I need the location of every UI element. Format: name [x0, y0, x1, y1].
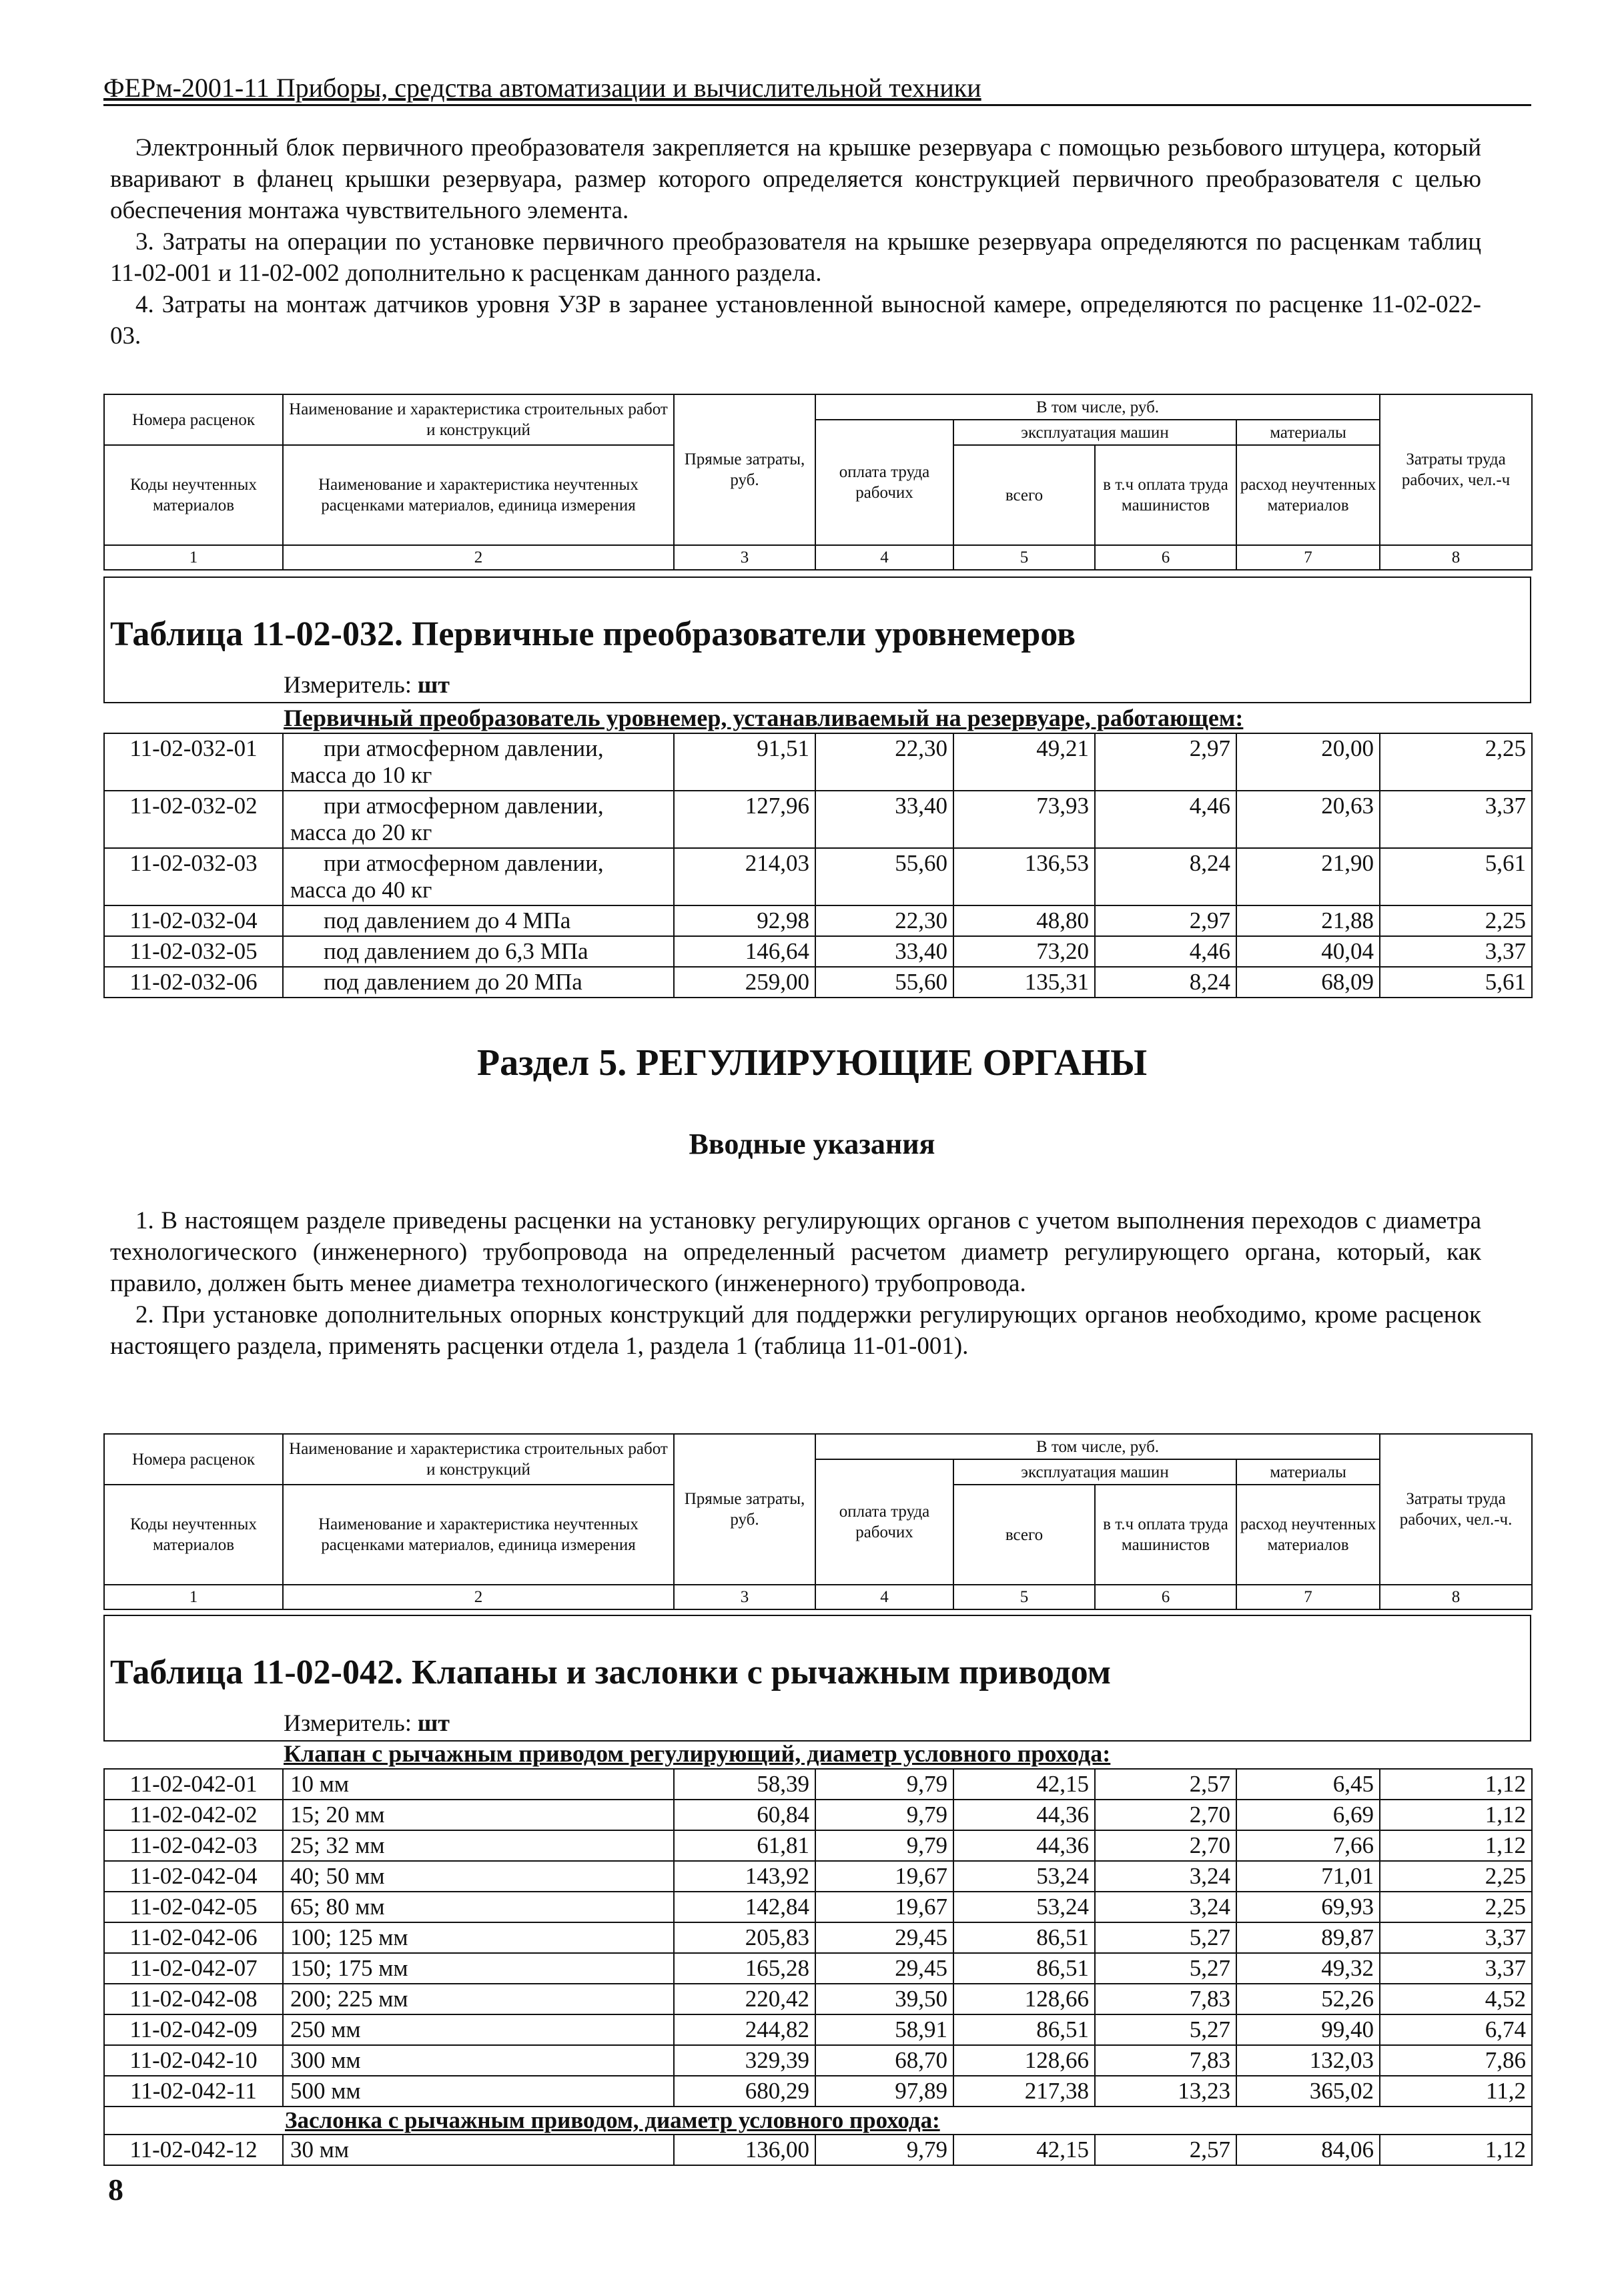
- value-cell: 1,12: [1380, 1800, 1532, 1830]
- value-cell: 73,20: [953, 936, 1095, 967]
- rate-description: 150; 175 мм: [283, 1953, 674, 1984]
- value-cell: 142,84: [674, 1892, 815, 1922]
- rate-code: 11-02-032-06: [104, 967, 283, 998]
- rate-description-line: при атмосферном давлении,: [324, 793, 604, 819]
- header-machines-total: всего: [953, 1485, 1095, 1585]
- header-unaccounted-materials: расход неучтенных материалов: [1236, 1485, 1380, 1585]
- table-row: [104, 1892, 1532, 1922]
- intro-paragraph: 4. Затраты на монтаж датчиков уровня УЗР в заранее установленной выносной камере, определяются по расценке 11-02-022-03.: [110, 291, 1481, 350]
- header-machines: эксплуатация машин: [953, 420, 1236, 445]
- table-row: [104, 1830, 1532, 1861]
- header-machinists-pay: в т.ч оплата труда машинистов: [1095, 445, 1236, 545]
- value-cell: 49,32: [1236, 1953, 1380, 1984]
- value-cell: 2,57: [1095, 1769, 1236, 1800]
- value-cell: 91,51: [674, 733, 815, 791]
- rate-description: [283, 848, 674, 905]
- value-cell: 86,51: [953, 2014, 1095, 2045]
- header-direct-costs: Прямые затраты, руб.: [674, 394, 815, 545]
- value-cell: 22,30: [815, 733, 953, 791]
- value-cell: 1,12: [1380, 2135, 1532, 2165]
- header-material-name: Наименование и характеристика неучтенных расценками материалов, единица измерения: [283, 445, 674, 545]
- table-row: [104, 1800, 1532, 1830]
- table-row: [104, 2045, 1532, 2076]
- value-cell: 68,09: [1236, 967, 1380, 998]
- rate-code: 11-02-042-01: [104, 1769, 283, 1800]
- value-cell: 680,29: [674, 2076, 815, 2107]
- value-cell: 19,67: [815, 1892, 953, 1922]
- value-cell: 73,93: [953, 791, 1095, 848]
- value-cell: 2,25: [1380, 1892, 1532, 1922]
- value-cell: 143,92: [674, 1861, 815, 1892]
- value-cell: 61,81: [674, 1830, 815, 1861]
- table1-data: [103, 733, 1533, 998]
- column-number: 5: [953, 1585, 1095, 1609]
- value-cell: 135,31: [953, 967, 1095, 998]
- table-row: [104, 967, 1532, 998]
- rate-code: 11-02-042-06: [104, 1922, 283, 1953]
- rate-code: 11-02-042-04: [104, 1861, 283, 1892]
- table-row: [104, 1922, 1532, 1953]
- value-cell: 60,84: [674, 1800, 815, 1830]
- intro-text: [110, 132, 1481, 352]
- value-cell: 69,93: [1236, 1892, 1380, 1922]
- value-cell: 329,39: [674, 2045, 815, 2076]
- section-paragraph: 2. При установке дополнительных опорных конструкций для поддержки регулирующих органов необходимо, кроме расценок настоящего раздела, применять расценки отдела 1, раздела 1 (таблица 11-01-001).: [110, 1301, 1481, 1360]
- table-row: [104, 848, 1532, 905]
- rate-code: 11-02-042-02: [104, 1800, 283, 1830]
- column-number: 7: [1236, 1585, 1380, 1609]
- value-cell: 92,98: [674, 905, 815, 936]
- rate-description: 30 мм: [283, 2135, 674, 2165]
- table-row: [104, 936, 1532, 967]
- header-work-name: Наименование и характеристика строительных работ и конструкций: [283, 394, 674, 445]
- value-cell: 53,24: [953, 1892, 1095, 1922]
- column-number: 3: [674, 1585, 815, 1609]
- value-cell: 2,25: [1380, 1861, 1532, 1892]
- value-cell: 136,00: [674, 2135, 815, 2165]
- rate-code: 11-02-042-05: [104, 1892, 283, 1922]
- value-cell: 3,37: [1380, 936, 1532, 967]
- rate-description-line: масса до 20 кг: [290, 819, 432, 845]
- section-paragraph: 1. В настоящем разделе приведены расценки на установку регулирующих органов с учетом выполнения переходов с диаметра технологического (инженерного) трубопровода на определенный расчетом диаметр регулирующего органа, который, как правило, должен быть менее диаметра технологического (инженерного) трубопровода.: [110, 1207, 1481, 1297]
- value-cell: 71,01: [1236, 1861, 1380, 1892]
- value-cell: 9,79: [815, 2135, 953, 2165]
- rate-description-line: под давлением до 20 МПа: [324, 969, 582, 995]
- column-number: 5: [953, 545, 1095, 570]
- header-labor-costs: Затраты труда рабочих, чел.-ч: [1380, 394, 1532, 545]
- rate-description: 300 мм: [283, 2045, 674, 2076]
- value-cell: 128,66: [953, 1984, 1095, 2014]
- value-cell: 13,23: [1095, 2076, 1236, 2107]
- header-including: В том числе, руб.: [815, 394, 1380, 420]
- column-number: 8: [1380, 1585, 1532, 1609]
- value-cell: 42,15: [953, 1769, 1095, 1800]
- rate-description: 10 мм: [283, 1769, 674, 1800]
- rate-description: [283, 791, 674, 848]
- table-row: [104, 2014, 1532, 2045]
- introductory-notes-title: Вводные указания: [689, 1128, 935, 1160]
- table-row: [104, 791, 1532, 848]
- table-row: [104, 1953, 1532, 1984]
- rate-description-line: масса до 40 кг: [290, 877, 432, 903]
- column-number: 1: [104, 545, 283, 570]
- table2-title: Таблица 11-02-042. Клапаны и заслонки с рычажным приводом: [110, 1653, 1112, 1691]
- column-number: 6: [1095, 1585, 1236, 1609]
- value-cell: 48,80: [953, 905, 1095, 936]
- value-cell: 165,28: [674, 1953, 815, 1984]
- rate-description-line: масса до 10 кг: [290, 762, 432, 788]
- page-number: 8: [108, 2173, 123, 2207]
- value-cell: 39,50: [815, 1984, 953, 2014]
- value-cell: 3,24: [1095, 1861, 1236, 1892]
- rate-description-line: под давлением до 4 МПа: [324, 907, 571, 933]
- value-cell: 4,46: [1095, 936, 1236, 967]
- value-cell: 58,91: [815, 2014, 953, 2045]
- rate-code: 11-02-032-04: [104, 905, 283, 936]
- value-cell: 6,74: [1380, 2014, 1532, 2045]
- value-cell: 29,45: [815, 1953, 953, 1984]
- rate-description: 25; 32 мм: [283, 1830, 674, 1861]
- header-material-codes: Коды неучтенных материалов: [104, 1485, 283, 1585]
- value-cell: 5,27: [1095, 1953, 1236, 1984]
- value-cell: 33,40: [815, 791, 953, 848]
- value-cell: 9,79: [815, 1830, 953, 1861]
- rate-description: 40; 50 мм: [283, 1861, 674, 1892]
- header-direct-costs: Прямые затраты, руб.: [674, 1434, 815, 1585]
- value-cell: 55,60: [815, 848, 953, 905]
- column-number: 4: [815, 545, 953, 570]
- header-labor-pay: оплата труда рабочих: [815, 420, 953, 545]
- value-cell: 7,66: [1236, 1830, 1380, 1861]
- value-cell: 58,39: [674, 1769, 815, 1800]
- rate-code: 11-02-042-12: [104, 2135, 283, 2165]
- value-cell: 21,88: [1236, 905, 1380, 936]
- value-cell: 20,00: [1236, 733, 1380, 791]
- header-rate-numbers: Номера расценок: [104, 394, 283, 445]
- value-cell: 8,24: [1095, 848, 1236, 905]
- value-cell: 7,86: [1380, 2045, 1532, 2076]
- header-machines: эксплуатация машин: [953, 1459, 1236, 1485]
- table2-meter: Измеритель: шт: [284, 1709, 450, 1736]
- value-cell: 5,61: [1380, 967, 1532, 998]
- value-cell: 2,70: [1095, 1800, 1236, 1830]
- rate-code: 11-02-042-10: [104, 2045, 283, 2076]
- value-cell: 5,61: [1380, 848, 1532, 905]
- column-number: 2: [283, 1585, 674, 1609]
- rate-description: 65; 80 мм: [283, 1892, 674, 1922]
- table-row: [104, 1769, 1532, 1800]
- rate-description: [283, 967, 674, 998]
- table1-group-title: Первичный преобразователь уровнемер, устанавливаемый на резервуаре, работающем:: [284, 705, 1244, 731]
- intro-paragraph: Электронный блок первичного преобразователя закрепляется на крышке резервуара с помощью резьбового штуцера, который вваривают в фланец крышки резервуара, размер которого определяется конструкцией первичного преобразователя с целью обеспечения монтажа чувствительного элемента.: [110, 134, 1481, 224]
- rate-description: [283, 905, 674, 936]
- rate-code: 11-02-042-08: [104, 1984, 283, 2014]
- column-number: 6: [1095, 545, 1236, 570]
- value-cell: 1,12: [1380, 1830, 1532, 1861]
- table2-header: [103, 1433, 1533, 1610]
- rate-code: 11-02-032-03: [104, 848, 283, 905]
- rate-description: 500 мм: [283, 2076, 674, 2107]
- table-row: [104, 733, 1532, 791]
- value-cell: 86,51: [953, 1953, 1095, 1984]
- value-cell: 136,53: [953, 848, 1095, 905]
- value-cell: 29,45: [815, 1922, 953, 1953]
- table-row: [104, 2076, 1532, 2107]
- value-cell: 6,45: [1236, 1769, 1380, 1800]
- value-cell: 214,03: [674, 848, 815, 905]
- value-cell: 8,24: [1095, 967, 1236, 998]
- value-cell: 3,37: [1380, 1922, 1532, 1953]
- value-cell: 5,27: [1095, 2014, 1236, 2045]
- value-cell: 40,04: [1236, 936, 1380, 967]
- table-row: [104, 1861, 1532, 1892]
- header-material-name: Наименование и характеристика неучтенных расценками материалов, единица измерения: [283, 1485, 674, 1585]
- intro-paragraph: 3. Затраты на операции по установке первичного преобразователя на крышке резервуара определяются по расценкам таблиц 11-02-001 и 11-02-002 дополнительно к расценкам данного раздела.: [110, 228, 1481, 287]
- rate-code: 11-02-042-11: [104, 2076, 283, 2107]
- value-cell: 49,21: [953, 733, 1095, 791]
- rate-description: [283, 733, 674, 791]
- table1-header: [103, 394, 1533, 570]
- column-number: 4: [815, 1585, 953, 1609]
- rate-code: 11-02-032-01: [104, 733, 283, 791]
- value-cell: 89,87: [1236, 1922, 1380, 1953]
- value-cell: 4,46: [1095, 791, 1236, 848]
- value-cell: 68,70: [815, 2045, 953, 2076]
- value-cell: 55,60: [815, 967, 953, 998]
- value-cell: 220,42: [674, 1984, 815, 2014]
- value-cell: 3,37: [1380, 791, 1532, 848]
- value-cell: 2,97: [1095, 905, 1236, 936]
- table2-group-title: Клапан с рычажным приводом регулирующий, диаметр условного прохода:: [284, 1740, 1111, 1767]
- rate-description-line: под давлением до 6,3 МПа: [324, 938, 588, 964]
- value-cell: 44,36: [953, 1800, 1095, 1830]
- group-row: [104, 2107, 1532, 2135]
- header-work-name: Наименование и характеристика строительных работ и конструкций: [283, 1434, 674, 1485]
- value-cell: 132,03: [1236, 2045, 1380, 2076]
- header-labor-costs: Затраты труда рабочих, чел.-ч.: [1380, 1434, 1532, 1585]
- value-cell: 2,70: [1095, 1830, 1236, 1861]
- running-head: ФЕРм-2001-11 Приборы, средства автоматизации и вычислительной техники: [103, 72, 1531, 106]
- value-cell: 7,83: [1095, 2045, 1236, 2076]
- value-cell: 2,25: [1380, 733, 1532, 791]
- value-cell: 3,24: [1095, 1892, 1236, 1922]
- header-rate-numbers: Номера расценок: [104, 1434, 283, 1485]
- rate-description: [283, 936, 674, 967]
- rate-code: 11-02-032-02: [104, 791, 283, 848]
- section-text: [110, 1205, 1481, 1362]
- header-machinists-pay: в т.ч оплата труда машинистов: [1095, 1485, 1236, 1585]
- value-cell: 2,97: [1095, 733, 1236, 791]
- section-title: Раздел 5. РЕГУЛИРУЮЩИЕ ОРГАНЫ: [476, 1042, 1148, 1084]
- rate-code: 11-02-032-05: [104, 936, 283, 967]
- header-unaccounted-materials: расход неучтенных материалов: [1236, 445, 1380, 545]
- value-cell: 20,63: [1236, 791, 1380, 848]
- header-including: В том числе, руб.: [815, 1434, 1380, 1459]
- rate-description-line: при атмосферном давлении,: [324, 735, 604, 761]
- rate-description: 100; 125 мм: [283, 1922, 674, 1953]
- value-cell: 53,24: [953, 1861, 1095, 1892]
- rate-code: 11-02-042-03: [104, 1830, 283, 1861]
- value-cell: 33,40: [815, 936, 953, 967]
- column-number: 3: [674, 545, 815, 570]
- value-cell: 99,40: [1236, 2014, 1380, 2045]
- column-number: 2: [283, 545, 674, 570]
- header-materials: материалы: [1236, 1459, 1380, 1485]
- value-cell: 9,79: [815, 1769, 953, 1800]
- value-cell: 52,26: [1236, 1984, 1380, 2014]
- column-number: 7: [1236, 545, 1380, 570]
- value-cell: 1,12: [1380, 1769, 1532, 1800]
- value-cell: 205,83: [674, 1922, 815, 1953]
- rate-description-line: при атмосферном давлении,: [324, 850, 604, 876]
- rate-description: 250 мм: [283, 2014, 674, 2045]
- table-row: [104, 1984, 1532, 2014]
- value-cell: 2,57: [1095, 2135, 1236, 2165]
- value-cell: 244,82: [674, 2014, 815, 2045]
- table-row: [104, 2135, 1532, 2165]
- rate-description: 200; 225 мм: [283, 1984, 674, 2014]
- value-cell: 217,38: [953, 2076, 1095, 2107]
- header-labor-pay: оплата труда рабочих: [815, 1459, 953, 1585]
- column-number: 1: [104, 1585, 283, 1609]
- value-cell: 97,89: [815, 2076, 953, 2107]
- value-cell: 84,06: [1236, 2135, 1380, 2165]
- table1-title: Таблица 11-02-032. Первичные преобразователи уровнемеров: [110, 615, 1076, 653]
- value-cell: 146,64: [674, 936, 815, 967]
- table1-meter: Измеритель: шт: [284, 671, 450, 698]
- value-cell: 5,27: [1095, 1922, 1236, 1953]
- rate-code: 11-02-042-09: [104, 2014, 283, 2045]
- table-row: [104, 905, 1532, 936]
- value-cell: 3,37: [1380, 1953, 1532, 1984]
- value-cell: 44,36: [953, 1830, 1095, 1861]
- header-machines-total: всего: [953, 445, 1095, 545]
- column-number: 8: [1380, 545, 1532, 570]
- value-cell: 86,51: [953, 1922, 1095, 1953]
- value-cell: 259,00: [674, 967, 815, 998]
- rate-description: 15; 20 мм: [283, 1800, 674, 1830]
- rate-code: 11-02-042-07: [104, 1953, 283, 1984]
- value-cell: 22,30: [815, 905, 953, 936]
- value-cell: 4,52: [1380, 1984, 1532, 2014]
- value-cell: 9,79: [815, 1800, 953, 1830]
- value-cell: 11,2: [1380, 2076, 1532, 2107]
- table2-group2-title: Заслонка с рычажным приводом, диаметр условного прохода:: [104, 2107, 1532, 2135]
- value-cell: 6,69: [1236, 1800, 1380, 1830]
- value-cell: 21,90: [1236, 848, 1380, 905]
- table2-data: [103, 1768, 1533, 2166]
- value-cell: 19,67: [815, 1861, 953, 1892]
- header-materials: материалы: [1236, 420, 1380, 445]
- value-cell: 7,83: [1095, 1984, 1236, 2014]
- value-cell: 42,15: [953, 2135, 1095, 2165]
- value-cell: 2,25: [1380, 905, 1532, 936]
- value-cell: 128,66: [953, 2045, 1095, 2076]
- header-material-codes: Коды неучтенных материалов: [104, 445, 283, 545]
- value-cell: 365,02: [1236, 2076, 1380, 2107]
- value-cell: 127,96: [674, 791, 815, 848]
